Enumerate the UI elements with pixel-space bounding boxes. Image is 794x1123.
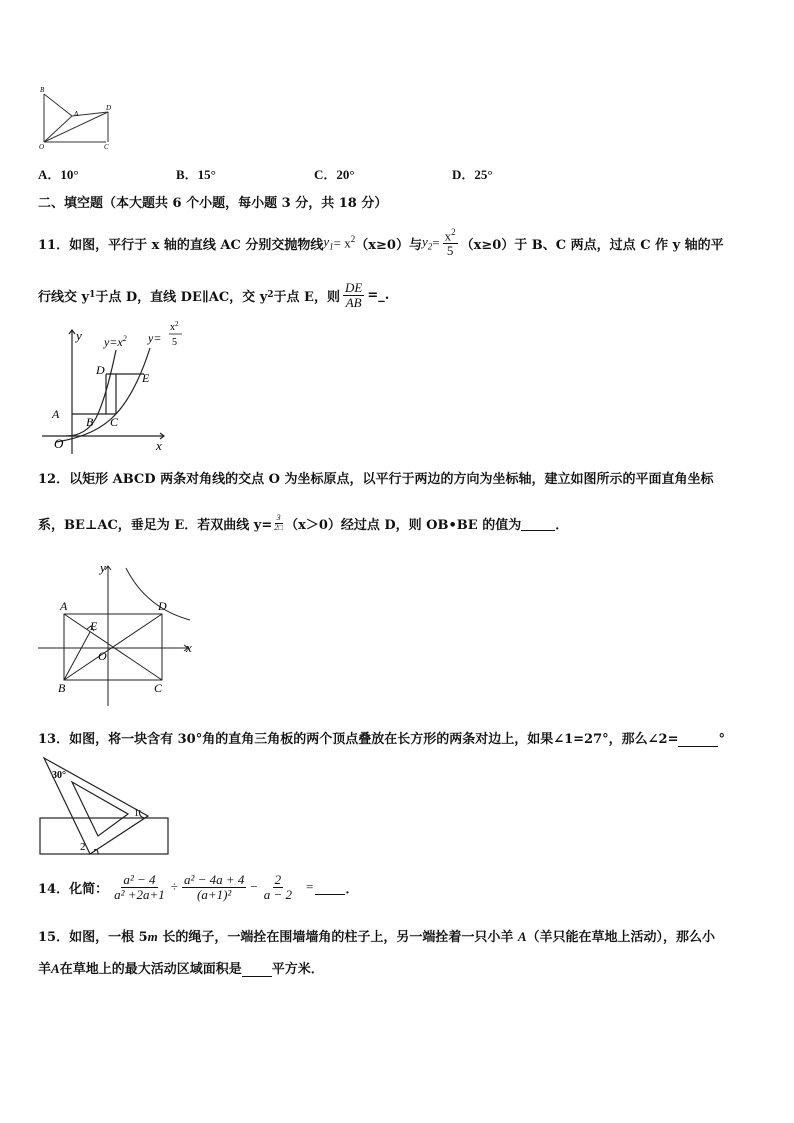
q11-fig-B: B	[86, 415, 94, 429]
q14-frac2	[182, 873, 246, 901]
q11-fig-D: D	[96, 363, 105, 377]
q15-line2	[38, 958, 324, 977]
q11-frac1-den: 5	[446, 243, 454, 259]
q11-fig-y: y	[76, 328, 82, 343]
q14-f3-num: 2	[274, 871, 282, 887]
q14-f1-den: a² +2a+1	[114, 886, 165, 902]
q11-l2-a-sub: 1	[89, 290, 96, 300]
q14-frac1	[112, 873, 167, 901]
q11-line1	[38, 226, 724, 260]
q11-cond2: （x≥0）于 B、C 两点，过点 C 作 y 轴的平	[460, 237, 724, 253]
q13-label1: 1	[134, 808, 139, 819]
q11-eq2: =	[432, 235, 440, 250]
q11-sq: 2	[350, 234, 356, 245]
q12-fig-y: y	[100, 560, 106, 575]
q10-label-D: D	[106, 104, 112, 112]
q12-frac	[272, 514, 285, 532]
q11-frac1	[443, 228, 458, 258]
q13-answer-blank[interactable]	[678, 732, 718, 747]
q11-fig-curve2: y=	[148, 331, 162, 345]
q11-frac2	[343, 281, 364, 309]
q15-l1-m: m	[147, 929, 158, 944]
q14-label: 14．化简：	[38, 881, 109, 897]
q14-minus: −	[250, 879, 258, 894]
q11-figure	[36, 318, 186, 456]
q15-l1-a: 15．如图，一根 5	[38, 930, 148, 945]
q11-l2-end: =_.	[367, 287, 390, 303]
q11-fig-C: C	[110, 415, 119, 429]
q14-eq: =	[306, 879, 314, 894]
q10-label-C: C	[104, 143, 109, 150]
q15-l1-c: （羊只能在草地上活动），那么小	[526, 930, 716, 945]
q15-l1-b: 长的绳子，一端拴在围墙墙角的柱子上，另一端拴着一只小羊	[157, 930, 518, 945]
q11-fig-x: x	[156, 438, 162, 453]
svg-text:x2	[170, 320, 179, 333]
q12-fig-A: A	[60, 599, 68, 613]
q12-line2-a: 系，BE⊥AC，垂足为 E．若双曲线 y=	[38, 517, 273, 533]
q14-answer-blank[interactable]	[315, 880, 345, 895]
q11-line2	[38, 276, 389, 314]
q14-f1-num: a² − 4	[123, 871, 156, 887]
q11-l2-a: 行线交 y	[38, 289, 90, 305]
q11-fig-E: E	[142, 371, 150, 385]
q13-angle30: 30°	[52, 770, 66, 781]
q14-f2-den: (a+1)²	[197, 886, 232, 902]
q12-line1: 12．以矩形 ABCD 两条对角线的交点 O 为坐标原点，以平行于两边的方向为坐标轴，建立如图所示的平面直角坐标	[38, 472, 714, 487]
q15-l1-A: A	[517, 929, 527, 944]
q12-fig-D: D	[158, 599, 167, 613]
q12-line2-end: ．	[555, 517, 569, 533]
q13-line	[38, 728, 725, 747]
q10-option-d: D．25°	[452, 167, 493, 182]
q11-fig-curve2-num: x	[170, 322, 175, 333]
q12-line2	[38, 510, 568, 536]
q11-eq: = x	[333, 235, 351, 251]
q12-fig-E: E	[90, 619, 98, 633]
q15-line1	[38, 926, 715, 945]
q15-l2-c: 平方米．	[271, 962, 324, 977]
q11-y2-sub: 2	[427, 241, 433, 252]
q11-l2-c: 于点 E，则	[273, 289, 340, 305]
q10-option-b: B．15°	[176, 167, 216, 182]
q15-l2-a: 羊	[38, 962, 52, 977]
q11-fig-curve1: y=x	[104, 335, 123, 349]
q11-fig-o: O	[54, 436, 64, 451]
q11-l2-b-sub: 2	[267, 290, 274, 300]
q14-f3-den: a − 2	[263, 886, 293, 902]
q11-frac1-num-sup: 2	[451, 227, 456, 238]
q15-l2-A: A	[51, 961, 60, 976]
q11-frac2-num: DE	[344, 279, 363, 295]
q11-text-a: 11．如图，平行于 x 轴的直线 AC 分别交抛物线	[38, 237, 324, 253]
section-title: 二、填空题（本大题共 6 个小题，每小题 3 分，共 18 分）	[38, 196, 388, 211]
q11-frac1-num: x	[444, 228, 452, 244]
q13-figure	[36, 752, 170, 856]
q11-y1-sub: 1	[329, 241, 334, 252]
q11-fig-curve2-den: 5	[172, 337, 177, 348]
q13-text: 13．如图，将一块含有 30°角的直角三角板的两个顶点叠放在长方形的两条对边上，如果∠1=27°，那么∠2=	[38, 732, 679, 747]
q12-frac-den: 2□	[274, 522, 284, 532]
q11-fig-curve1-sup: 2	[122, 334, 127, 343]
q10-option-a: A．10°	[38, 167, 79, 182]
q14-f2-num: a² − 4a + 4	[183, 871, 245, 887]
q14-end: ．	[345, 881, 359, 897]
q12-line2-b: （x＞0）经过点 D，则 OB•BE 的值为	[285, 517, 522, 533]
q12-fig-O: O	[98, 649, 107, 663]
q10-option-c: C．20°	[314, 167, 355, 182]
q12-fig-C: C	[154, 681, 163, 695]
q11-frac2-den: AB	[345, 294, 362, 310]
q14-frac3	[262, 873, 294, 901]
q10-label-O: O	[39, 143, 45, 150]
q11-fig-curve2-num-sup: 2	[175, 320, 179, 328]
q10-label-B: B	[40, 86, 45, 94]
q14-div: ÷	[170, 879, 178, 894]
q12-figure	[36, 560, 196, 710]
q11-l2-b: 于点 D，直线 DE∥AC，交 y	[95, 289, 268, 305]
q15-l2-b: 在草地上的最大活动区域面积是	[59, 962, 242, 977]
svg-text:y=x2	[103, 334, 127, 349]
q13-label2: 2	[80, 841, 86, 853]
q14-line	[38, 864, 358, 910]
q10-figure	[38, 86, 118, 150]
q12-frac-num: 3	[276, 513, 281, 523]
q10-label-A: A	[74, 110, 79, 118]
q11-fig-A: A	[52, 407, 60, 421]
q11-cond1: （x≥0）与	[355, 237, 422, 253]
q15-answer-blank[interactable]	[242, 962, 272, 977]
q12-fig-B: B	[58, 681, 66, 695]
q11-y1: y	[323, 234, 330, 250]
q12-answer-blank[interactable]	[521, 516, 555, 531]
q13-end: °	[718, 732, 725, 747]
q11-y2: y	[421, 234, 428, 250]
q12-fig-x: x	[186, 640, 192, 655]
